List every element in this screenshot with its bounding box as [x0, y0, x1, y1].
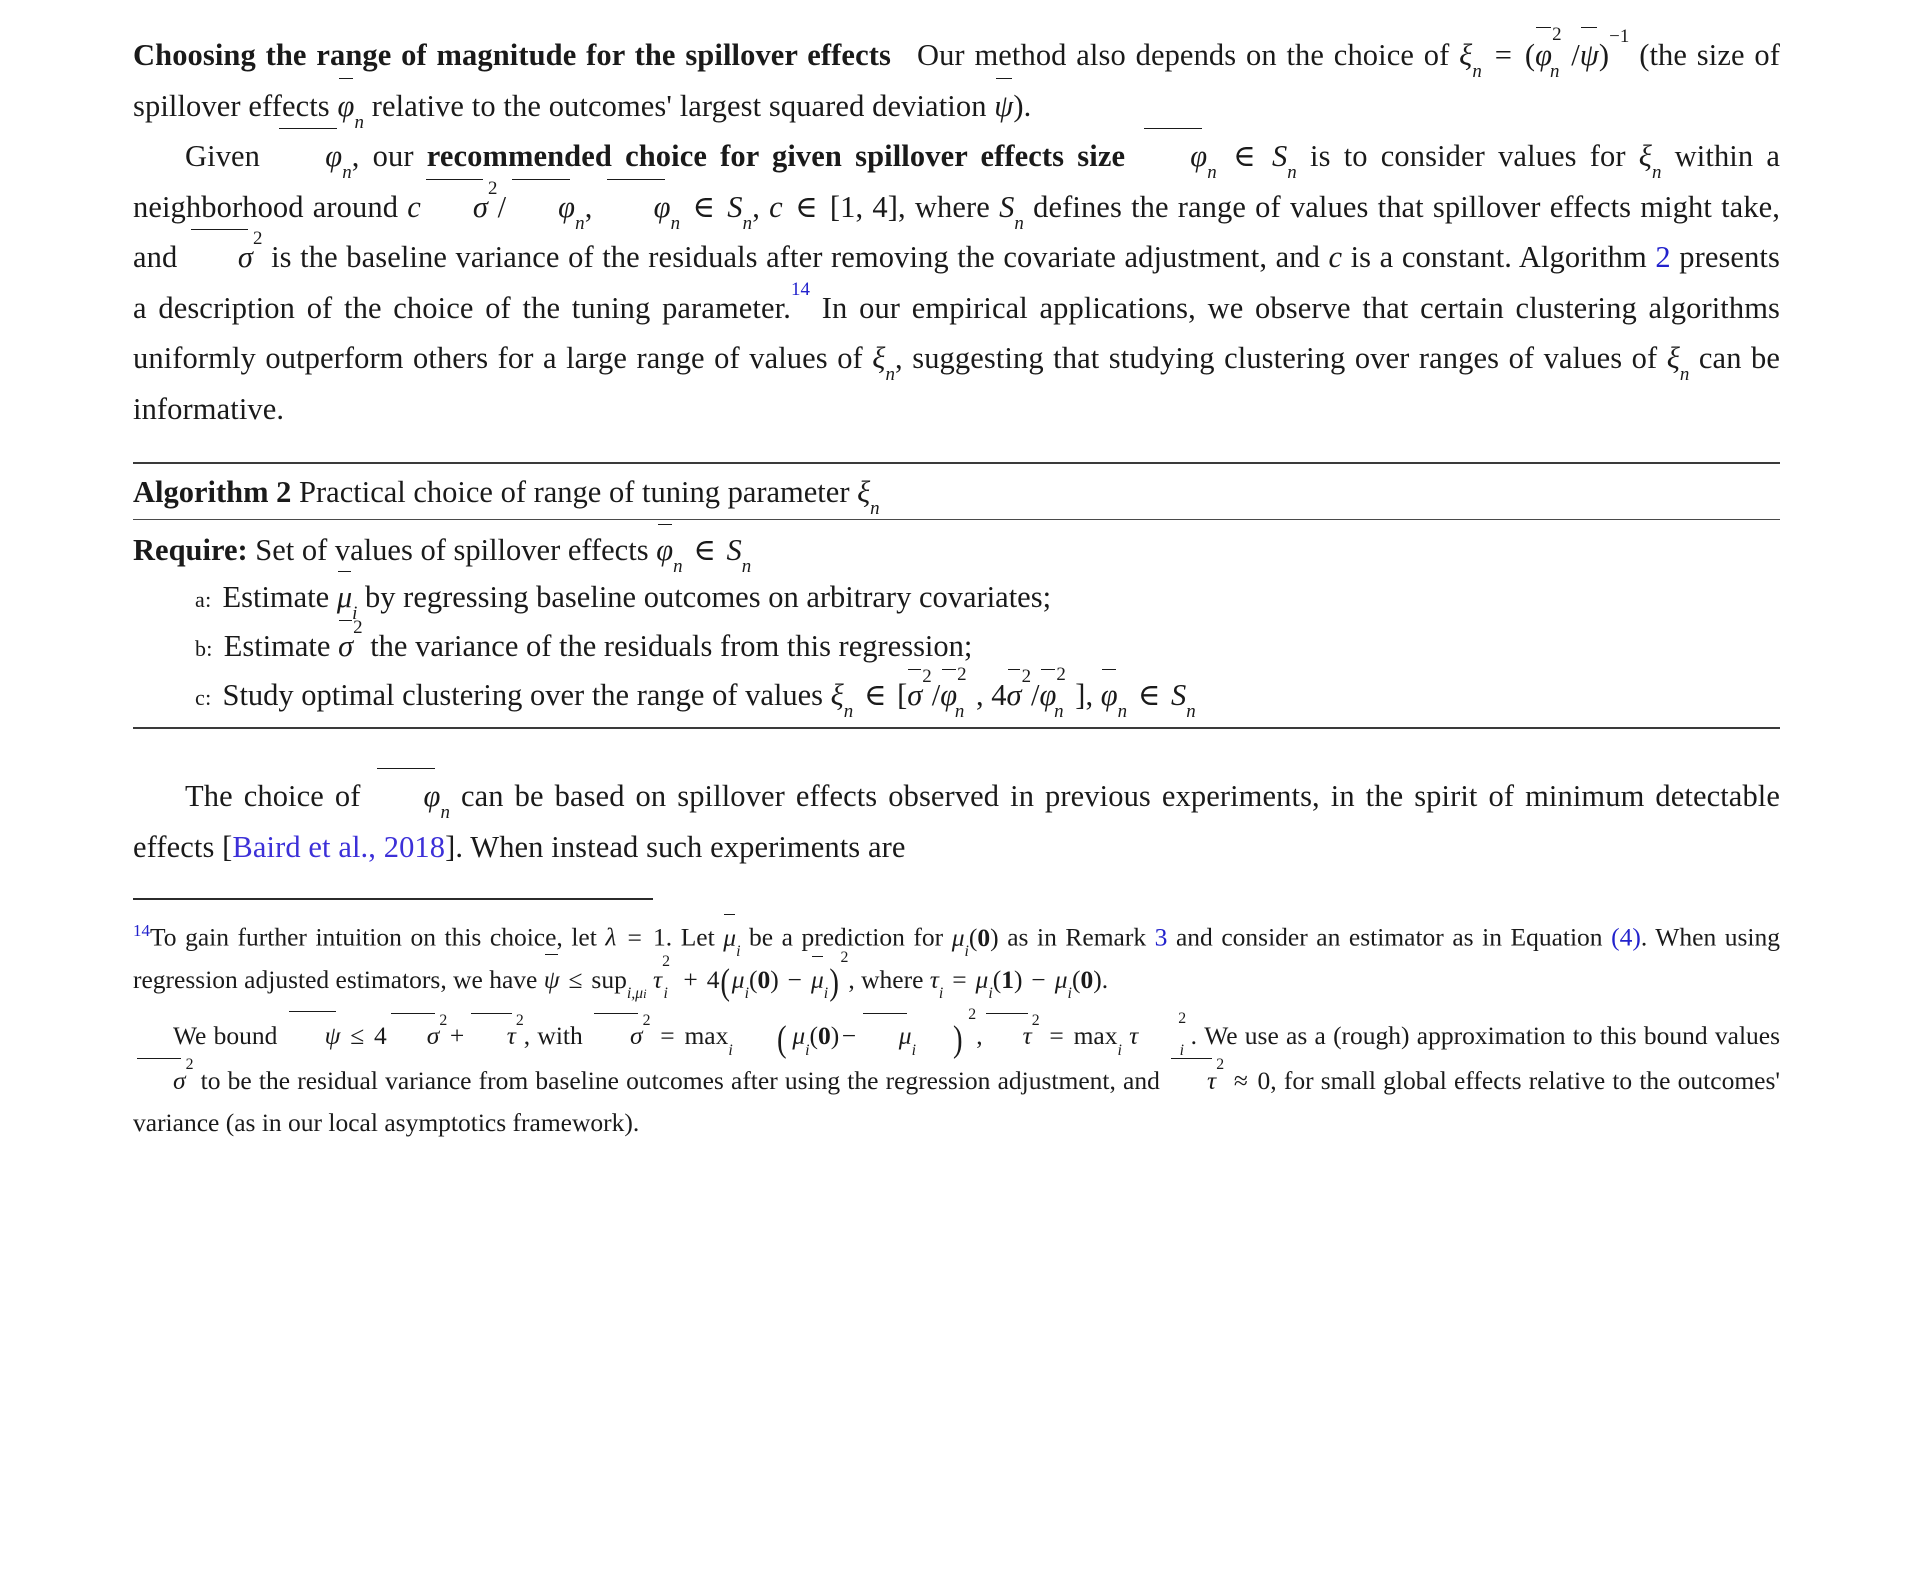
step-b-label: b:: [195, 636, 213, 661]
paragraph3-text-end: . When instead such experiments are: [455, 829, 906, 864]
step-c-label: c:: [195, 685, 212, 710]
runin-heading: Choosing the range of magnitude for the spillover effects: [133, 38, 891, 72]
link-algorithm-label: Algorithm: [1518, 240, 1647, 274]
paragraph2-text-4: In our empirical applications, we observe that certain clustering algorithms uniformly outperform others for a large range of values of $\xi_n$, suggesting that studying clustering over ranges of values of $\xi_n$ can be informative.: [133, 290, 1781, 426]
footnote-line2: and consider an estimator as in Equation: [1167, 922, 1612, 952]
require-math: $\varphi_n$ ∈ $S_n$: [656, 533, 751, 567]
step-a-text-before: Estimate: [222, 580, 330, 614]
algorithm-caption: Practical choice of range of tuning parameter: [299, 475, 850, 509]
paragraph-recommended-choice: [133, 131, 1780, 434]
algorithm-steps: [133, 520, 1780, 727]
paragraph-choice-of-phi: [133, 771, 1780, 872]
paragraph1-text: Our method also depends on the choice of $\xi_n = (\varphi^2_n$ /ψ)$^{-1}$ (the size of spillover effects $\varphi_n$ relative to the outcomes' largest squared deviation ψ).: [133, 23, 1780, 133]
link-equation-4[interactable]: (4): [1611, 922, 1641, 952]
step-b-text-before: Estimate: [223, 629, 331, 663]
step-b-math: $\sigma^2$: [338, 629, 363, 663]
require-label: Require:: [133, 533, 248, 567]
step-a-label: a:: [195, 587, 212, 612]
algorithm-number: 2: [276, 475, 292, 509]
citation-baird[interactable]: [222, 830, 455, 864]
link-algorithm-number: 2: [1655, 240, 1671, 274]
step-c-text-before: Study optimal clustering over the range of values: [222, 678, 824, 712]
algorithm-caption-math: $\xi_n$: [857, 475, 880, 520]
citation-text: Baird et al., 2018: [232, 829, 446, 864]
step-c-math: $\xi_n$ ∈ [$\sigma^2/\varphi^2_n$ , $4\sigma^2/\varphi^2_n$ ], $\varphi_n$ ∈ $S_n$: [830, 663, 1196, 723]
step-a-text-after: by regressing baseline outcomes on arbitrary covariates;: [365, 580, 1052, 614]
step-b-text-after: the variance of the residuals from this regression;: [370, 629, 973, 663]
citation-bracket-open: [: [222, 829, 233, 864]
paragraph2-text: Given $\varphi_n$, our: [185, 139, 427, 173]
paragraph2-text-2: $\varphi_n$ ∈ $S_n$ is to consider values for $\xi_n$ within a neighborhood around c $\sigma^2/$ $\varphi_n$, $\varphi_n$ ∈ $S_n$, c ∈ [1, 4], where $S_n$ defines the range of values that spillover effects might take, and $\sigma^2$ is the baseline variance of the residuals after removing the covariate adjustment, and c is a constant.: [133, 139, 1780, 274]
algorithm-step-a: [133, 574, 1780, 623]
footnote-para2: We bound ψ ≤ 4 $\sigma^2+ \tau^2$, with $\sigma^2 = \max_i$ ( $\mu_i(0)- \mu_i$ )$^2$, $\tau^2 = \max_i \tau^2_i$. We use as a (rough) approximation to this bound values $\sigma^2$ to be the residual variance from baseline outcomes after using the regression adjustment, and $\tau^2 \approx 0$, for small global effects relative to the outcomes' variance (as in our local asymptotics framework).: [133, 1005, 1781, 1137]
link-algorithm-2[interactable]: [1519, 240, 1671, 274]
paragraph3-text: The choice of $\varphi_n$ can be based on spillover effects observed in previous experiments, in the spirit of minimum detectable effects: [133, 779, 1780, 864]
footnote-14: [133, 900, 1780, 1003]
footnote-14-continued: [133, 1003, 1780, 1144]
link-remark-3[interactable]: 3: [1154, 922, 1168, 952]
algorithm-label: Algorithm: [133, 475, 269, 509]
footnote-number: 14: [133, 921, 150, 940]
algorithm-require-line: [133, 523, 1780, 578]
algorithm-step-c: [133, 663, 1780, 723]
require-text: Set of values of spillover effects: [255, 533, 649, 567]
algorithm-bottom-rule: [133, 727, 1780, 729]
paragraph-choosing-range: [133, 23, 1780, 133]
algorithm-box: [133, 462, 1780, 729]
paragraph2-text-3: presents a description of the choice of the tuning parameter.: [133, 240, 1780, 325]
algorithm-title: [133, 464, 1780, 519]
footnote-line2b: . When using regression adjusted estimators, we have ψ ≤ sup$_{i,\mu i}$ $\tau^2_i + 4(\mu_i(0) - \mu_i)^2$, where $\tau_i = \mu_i(1) - \mu_i(0)$.: [133, 922, 1781, 1003]
citation-bracket-close: ]: [445, 829, 456, 864]
footnote-line1: To gain further intuition on this choice, let λ = 1. Let $\mu_i$ be a prediction for $\mu_i(0)$ as in Remark: [150, 923, 1155, 952]
step-a-math: $\mu_i$: [337, 580, 358, 614]
bold-phrase-recommended: recommended choice for given spillover effects size: [426, 139, 1126, 173]
footnote-ref-14[interactable]: 14: [790, 278, 811, 300]
